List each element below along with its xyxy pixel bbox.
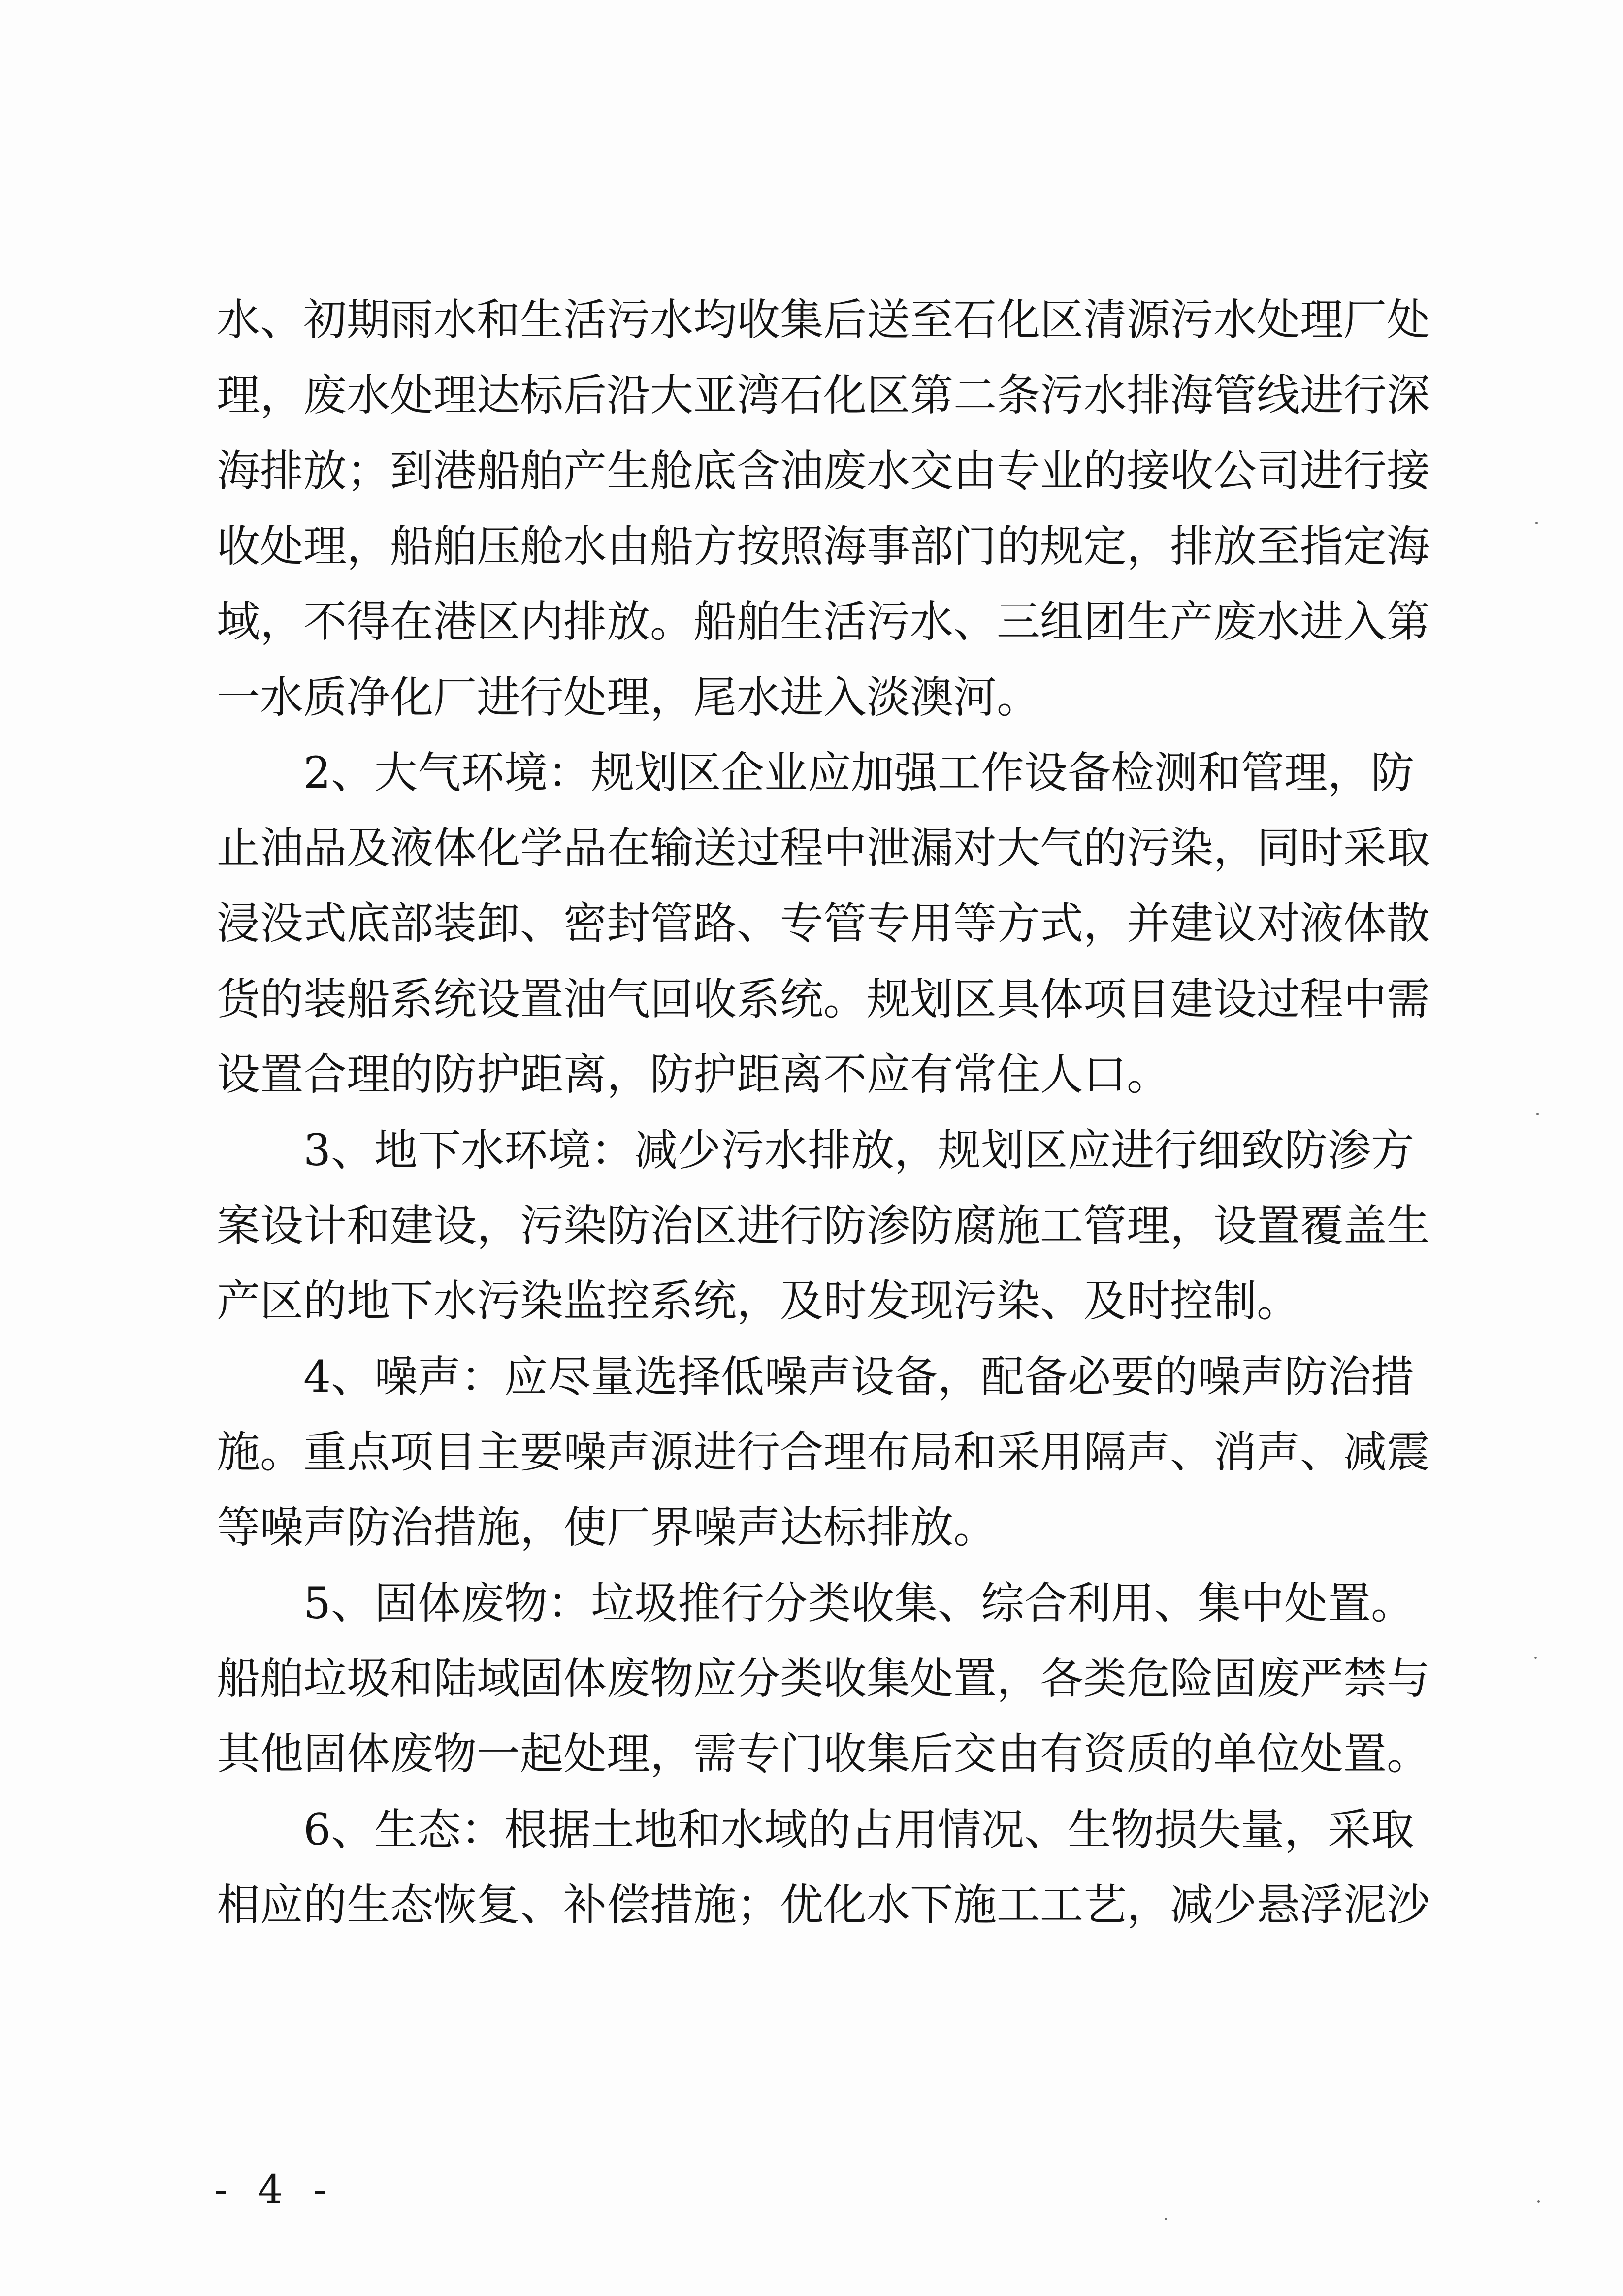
paragraph-2-first-line: 2、大气环境：规划区企业应加强工作设备检测和管理，防	[303, 747, 1414, 798]
scan-speck	[1536, 1113, 1539, 1115]
scan-speck	[1534, 1657, 1537, 1659]
text-line: 止油品及液体化学品在输送过程中泄漏对大气的污染，同时采取	[217, 823, 1430, 873]
text-line: 设置合理的防护距离，防护距离不应有常住人口。	[217, 1049, 1170, 1100]
text-line: 产区的地下水污染监控系统，及时发现污染、及时控制。	[217, 1276, 1300, 1326]
text-line: 海排放；到港船舶产生舱底含油废水交由专业的接收公司进行接	[217, 446, 1430, 496]
text-line: 相应的生态恢复、补偿措施；优化水下施工工艺，减少悬浮泥沙	[217, 1880, 1430, 1930]
text-line: 船舶垃圾和陆域固体废物应分类收集处置，各类危险固废严禁与	[217, 1653, 1430, 1704]
paragraph-3-first-line: 3、地下水环境：减少污水排放，规划区应进行细致防渗方	[303, 1125, 1414, 1176]
text-line: 一水质净化厂进行处理，尾水进入淡澳河。	[217, 672, 1040, 723]
text-line: 其他固体废物一起处理，需专门收集后交由有资质的单位处置。	[217, 1728, 1430, 1779]
paragraph-6-first-line: 6、生态：根据土地和水域的占用情况、生物损失量，采取	[303, 1804, 1414, 1855]
paragraph-5-first-line: 5、固体废物：垃圾推行分类收集、综合利用、集中处置。	[303, 1578, 1414, 1628]
text-line: 浸没式底部装卸、密封管路、专管专用等方式，并建议对液体散	[217, 898, 1430, 949]
scan-speck	[1537, 2200, 1540, 2203]
page-number: - 4 -	[214, 2167, 335, 2212]
paragraph-4-first-line: 4、噪声：应尽量选择低噪声设备，配备必要的噪声防治措	[303, 1351, 1414, 1402]
text-line: 等噪声防治措施，使厂界噪声达标排放。	[217, 1502, 997, 1553]
text-line: 收处理，船舶压舱水由船方按照海事部门的规定，排放至指定海	[217, 521, 1430, 572]
text-line: 理，废水处理达标后沿大亚湾石化区第二条污水排海管线进行深	[217, 370, 1430, 420]
scan-speck	[1535, 522, 1538, 524]
text-line: 案设计和建设，污染防治区进行防渗防腐施工管理，设置覆盖生	[217, 1200, 1430, 1251]
text-line: 水、初期雨水和生活污水均收集后送至石化区清源污水处理厂处	[217, 294, 1430, 345]
text-line: 施。重点项目主要噪声源进行合理布局和采用隔声、消声、减震	[217, 1427, 1430, 1477]
text-line: 域，不得在港区内排放。船舶生活污水、三组团生产废水进入第	[217, 596, 1430, 647]
text-line: 货的装船系统设置油气回收系统。规划区具体项目建设过程中需	[217, 974, 1430, 1024]
scan-speck	[1165, 2218, 1167, 2220]
